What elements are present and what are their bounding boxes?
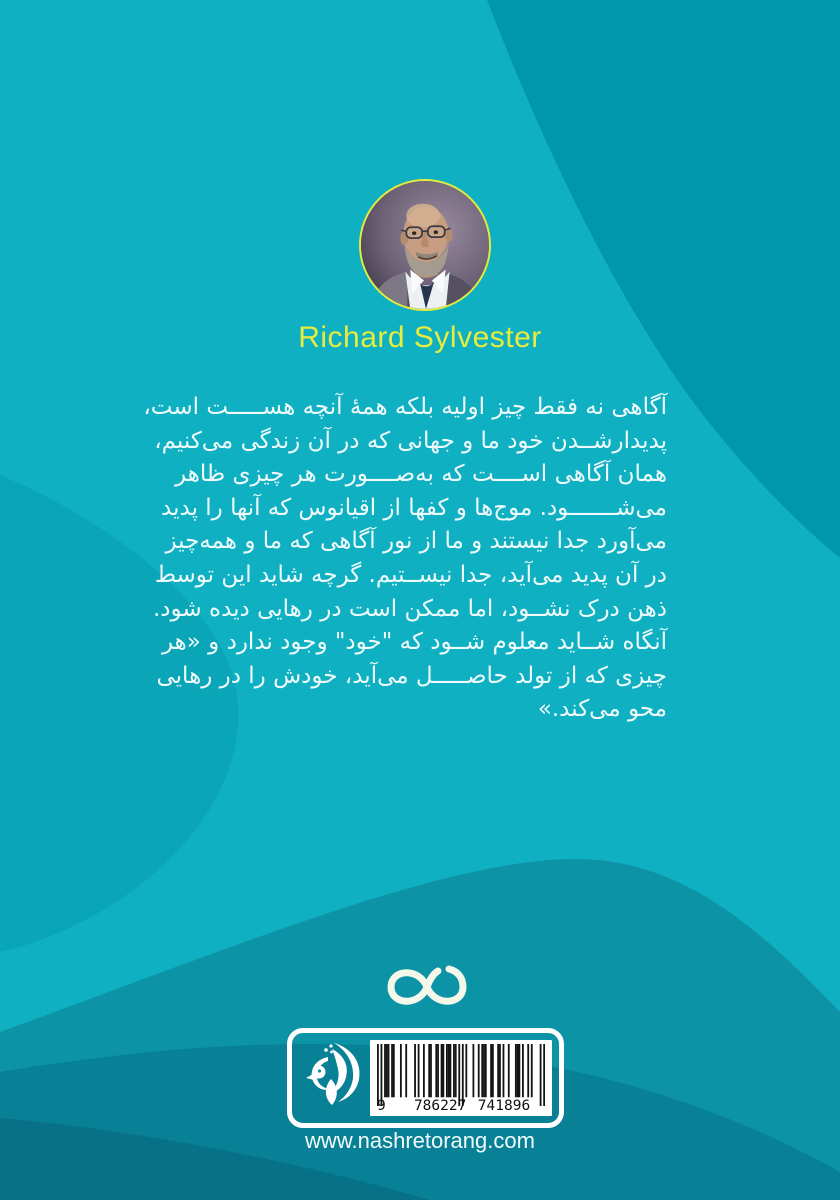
quote-line: می‌شـــــــود. موج‌ها و کفها از اقیانوس که آنها را پدید <box>161 494 667 521</box>
isbn-group: 786227 <box>413 1098 467 1114</box>
quote-line: محو می‌کند.» <box>537 696 667 723</box>
quote-line: پدیدارشــدن خود ما و جهانی که در آن زندگی می‌کنیم، <box>154 427 667 454</box>
author-name: Richard Sylvester <box>298 321 542 354</box>
isbn-group: 741896 <box>477 1098 531 1114</box>
barcode <box>370 1040 552 1116</box>
isbn-digits <box>377 1098 545 1114</box>
quote-line: آنگاه شــاید معلوم شــود که "خود" وجود ندارد و «هر <box>161 629 667 656</box>
publisher-website: www.nashretorang.com <box>305 1128 535 1153</box>
author-portrait-illustration <box>361 181 489 309</box>
quote-line: در آن پدید می‌آید، جدا نیســتیم. گرچه شاید این توسط <box>154 561 667 588</box>
barcode-bars <box>377 1044 545 1106</box>
quote-line: می‌آورد جدا نیستند و ما از نور آگاهی که ما و همه‌چیز <box>165 528 667 555</box>
back-cover-quote <box>143 391 667 727</box>
quote-line: چیزی که از تولد حاصـــــل می‌آید، خودش را در رهایی <box>156 662 667 689</box>
publisher-barcode-box <box>287 1028 564 1128</box>
author-photo <box>359 179 491 311</box>
quote-line: ذهن درک نشــود، اما ممکن است در رهایی دیده شود. <box>153 595 667 622</box>
isbn-group: 9 <box>377 1098 386 1114</box>
infinity-icon <box>385 961 469 1013</box>
publisher-logo-peacock-icon <box>304 1041 366 1115</box>
quote-line: آگاهی نه فقط چیز اولیه بلکه همهٔ آنچه هســـــت است، <box>143 394 667 420</box>
quote-line: همان آگاهی اســــت که به‌صــــورت هر چیزی ظاهر <box>175 461 667 488</box>
